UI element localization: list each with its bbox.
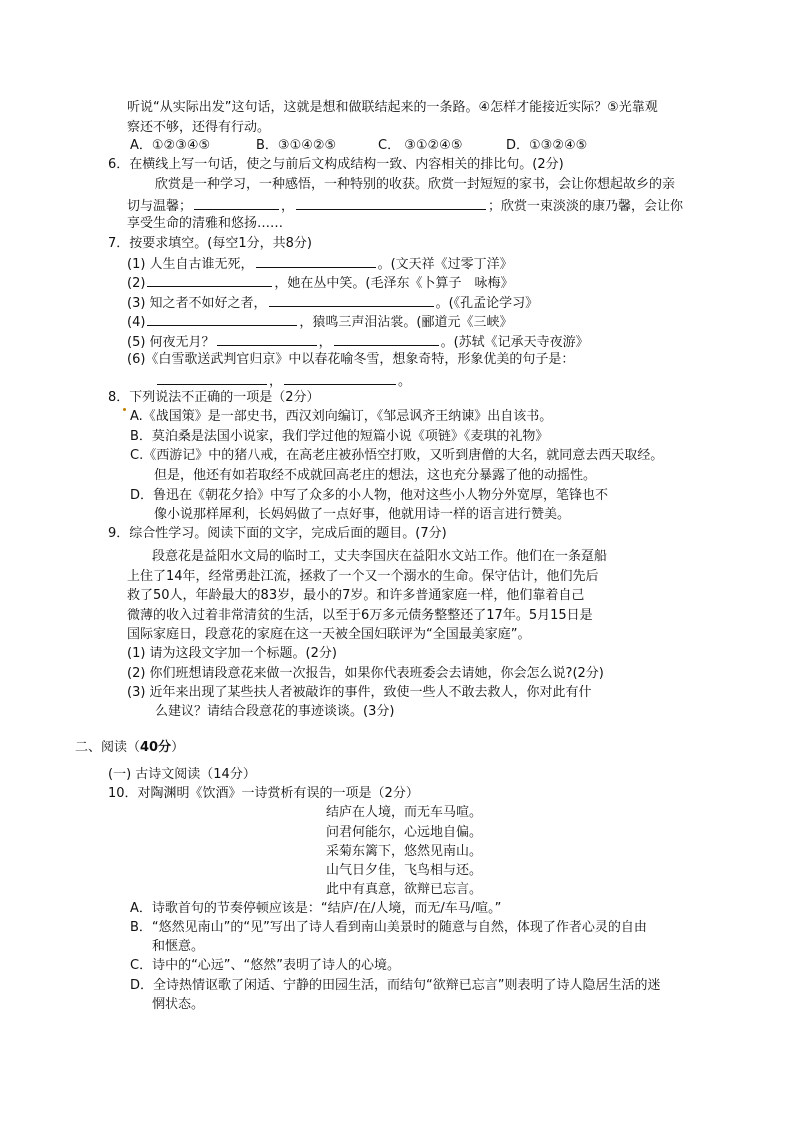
text-segment: 。(苏轼《记承天寺夜游》	[440, 335, 589, 350]
text-segment: 。(文天祥《过零丁洋》	[377, 257, 513, 272]
section-2-subtitle: (一) 古诗文阅读（14分）	[108, 767, 256, 782]
question-10-option-a: A．诗歌首句的节奏停顿应该是：“结庐/在/人境，而无/车马/喧。”	[130, 901, 502, 916]
question-8-option-c-cont: 但是，他还有如若取经不成就回高老庄的想法，这也充分暴露了他的动摇性。	[154, 468, 597, 483]
answer-blank[interactable]	[147, 272, 272, 287]
text-segment: 。	[398, 374, 412, 389]
question-9-sub-3-cont: 么建议？请结合段意花的事迹谈谈。(3分)	[155, 704, 395, 719]
answer-blank[interactable]	[194, 195, 279, 210]
question-9-sub-3: (3) 近年来出现了某些扶人者被敲诈的事件，致使一些人不敢去救人，你对此有什	[127, 685, 592, 700]
question-6-text: 欣赏是一种学习，一种感悟，一种特别的收获。欣赏一封短短的家书，会让你想起故乡的亲	[155, 177, 676, 192]
text-segment: 切与温馨；	[127, 199, 193, 214]
text-segment: (3) 知之者不如好之者，	[127, 296, 267, 311]
poem-line: 采菊东篱下，悠然见南山。	[326, 844, 483, 859]
text-segment: ，猿鸣三声泪沾裳。(郦道元《三峡》	[299, 315, 513, 330]
question-8-stem: 8．下列说法不正确的一项是（2分）	[108, 390, 320, 405]
option-a: A．①②③④⑤	[130, 138, 211, 153]
question-7-item-4	[127, 311, 513, 333]
answer-blank[interactable]	[147, 311, 297, 326]
text-segment: 。(《孔孟论学习》	[435, 296, 539, 311]
text-segment: ；欣赏一束淡淡的康乃馨，会让你	[488, 199, 684, 214]
text-segment: ，她在丛中笑。(毛泽东《卜算子 咏梅》	[274, 276, 514, 291]
question-7-item-6: (6)《白雪歌送武判官归京》中以春花喻冬雪，想象奇特，形象优美的句子是：	[127, 352, 575, 367]
question-10-option-c: C．诗中的“心远”、“悠然”表明了诗人的心境。	[130, 958, 401, 973]
question-8-option-d-cont: 像小说那样犀利，长妈妈做了一点好事，他就用诗一样的语言进行赞美。	[154, 507, 571, 522]
question-9-passage: 段意花是益阳水文局的临时工，丈夫李国庆在益阳水文站工作。他们在一条趸船	[152, 549, 608, 564]
passage-line: 听说“从实际出发”这句话，这就是想和做联结起来的一条路。④怎样才能接近实际？⑤光靠观	[127, 100, 658, 115]
question-9-stem: 9．综合性学习。阅读下面的文字，完成后面的题目。(7分)	[108, 526, 447, 541]
answer-blank[interactable]	[296, 195, 486, 210]
stray-mark	[123, 408, 126, 411]
option-c: C． ③①②④⑤	[378, 138, 463, 153]
text-segment: ，	[269, 374, 283, 389]
question-7-item-2	[127, 272, 514, 294]
question-9-passage: 国际家庭日，段意花的家庭在这一天被全国妇联评为“全国最美家庭”。	[127, 627, 531, 642]
question-10-stem: 10．对陶渊明《饮酒》一诗赏析有误的一项是（2分）	[108, 786, 419, 801]
answer-blank[interactable]	[157, 370, 267, 385]
poem-line: 山气日夕佳，飞鸟相与还。	[326, 863, 483, 878]
poem-line: 结庐在人境，而无车马喧。	[326, 805, 483, 820]
question-8-option-d: D．鲁迅在《朝花夕拾》中写了众多的小人物，他对这些小人物分外宽厚，笔锋也不	[130, 488, 609, 503]
section-2-title	[75, 738, 184, 758]
question-10-option-b-cont: 和惬意。	[152, 939, 205, 954]
question-9-sub-1: (1) 请为这段文字加一个标题。(2分)	[127, 646, 337, 661]
question-10-option-d: D．全诗热情讴歌了闲适、宁静的田园生活，而结句“欲辩已忘言”则表明了诗人隐居生活的迷	[130, 978, 661, 993]
answer-blank[interactable]	[256, 253, 376, 268]
text-segment: (2)	[127, 276, 146, 291]
text-segment: (1) 人生自古谁无死，	[127, 257, 254, 272]
poem-line: 此中有真意，欲辩已忘言。	[326, 882, 483, 897]
question-8-option-a: A.《战国策》是一部史书，西汉刘向编订，《邹忌讽齐王纳谏》出自该书。	[130, 409, 553, 424]
question-8-option-b: B．莫泊桑是法国小说家，我们学过他的短篇小说《项链》《麦琪的礼物》	[130, 429, 549, 444]
question-8-option-c: C.《西游记》中的猪八戒，在高老庄被孙悟空打败，又听到唐僧的大名，就同意去西天取经。	[130, 448, 664, 463]
question-9-passage: 救了50人，年龄最大的83岁，最小的7岁。和许多普通家庭一样，他们靠着自己	[127, 588, 585, 603]
option-b: B．③①④②⑤	[256, 138, 337, 153]
question-9-sub-2: (2) 你们班想请段意花来做一次报告，如果你代表班委会去请她，你会怎么说?(2分)	[127, 666, 604, 681]
text-segment: ）	[171, 740, 185, 755]
answer-blank[interactable]	[334, 331, 439, 346]
text-segment: 二、阅读（	[75, 740, 141, 755]
text-segment: (5) 何夜无月？	[127, 335, 215, 350]
text-segment: 40分	[140, 740, 172, 755]
question-7-stem: 7．按要求填空。(每空1分，共8分)	[108, 236, 312, 251]
passage-line: 察还不够，还得有行动。	[127, 120, 271, 135]
question-6-text: 享受生命的清雅和悠扬……	[127, 216, 284, 231]
question-10-option-b: B．“悠然见南山”的“见”写出了诗人看到南山美景时的随意与自然，体现了作者心灵的自由	[130, 920, 647, 935]
text-segment: ，	[318, 335, 332, 350]
question-10-option-d-cont: 惘状态。	[152, 997, 205, 1012]
poem-line: 问君何能尔，心远地自偏。	[326, 825, 483, 840]
answer-blank[interactable]	[217, 331, 317, 346]
answer-blank[interactable]	[284, 370, 396, 385]
text-segment: ，	[281, 199, 295, 214]
answer-blank[interactable]	[269, 292, 434, 307]
question-6-stem: 6．在横线上写一句话，使之与前后文构成结构一致、内容相关的排比句。(2分)	[108, 157, 564, 172]
text-segment: (4)	[127, 315, 146, 330]
option-d: D．①③②④⑤	[506, 138, 588, 153]
question-9-passage: 上住了14年，经常勇赴江流，拯救了一个又一个溺水的生命。保守估计，他们先后	[127, 569, 599, 584]
question-9-passage: 微薄的收入过着非常清贫的生活，以至于6万多元债务整整还了17年。5月15日是	[127, 608, 593, 623]
